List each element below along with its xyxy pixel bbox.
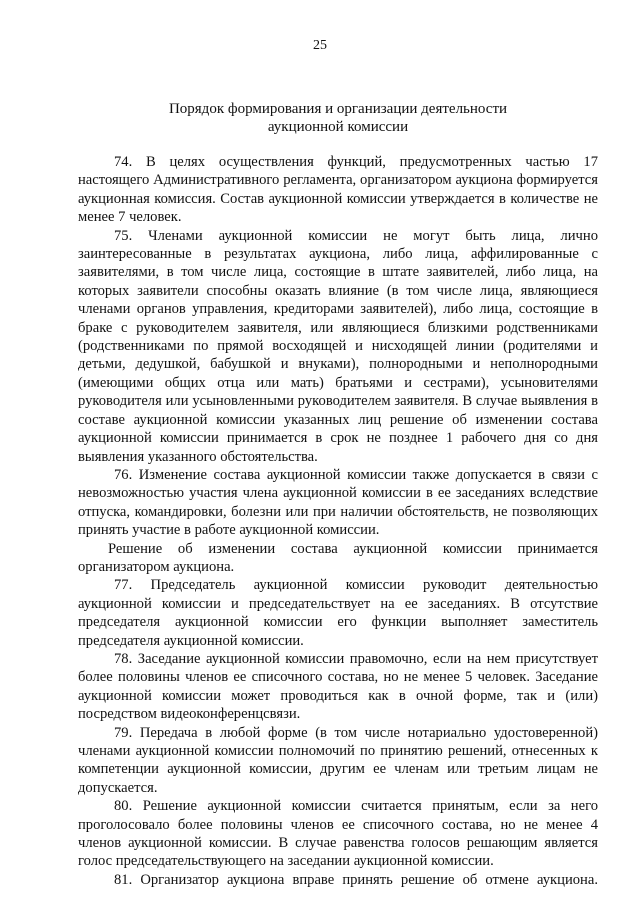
paragraph-76-decision: Решение об изменении состава аукционной комиссии принимается организатором аукциона. [78,540,598,575]
paragraph-75: 75. Членами аукционной комиссии не могут быть лица, лично заинтересованные в результатах аукциона, либо лица, аффилированные с заявителями, в том числе лица, состоящие в штате заявителей, либо лица, на которых заявители способны оказать влияние (в том числе лица, являющиеся членами органов управления, кредиторами заявителей), либо лица, состоящие в браке с руководителем заявителя, или являющиеся близкими родственниками (родственниками по прямой восходящей и нисходящей линии (родителями и детьми, дедушкой, бабушкой и внуками), полнородными и неполнородными (имеющими общих отца или мать) братьями и сестрами), усыновителями руководителя или усыновленными руководителем заявителя. В случае выявления в составе аукционной комиссии указанных лиц решение об изменении состава аукционной комиссии принимается в срок не позднее 1 рабочего дня со дня выявления указанного обстоятельства. [78,227,598,465]
section-heading-line-2: аукционной комиссии [267,119,409,135]
paragraph-77: 77. Председатель аукционной комиссии руководит деятельностью аукционной комиссии и председательствует на ее заседаниях. В отсутствие председателя аукционной комиссии его функции выполняет заместитель председателя аукционной комиссии. [78,577,598,649]
page-number: 25 [313,38,327,53]
paragraph-81: 81. Организатор аукциона вправе принять решение об отмене аукциона. [114,871,598,888]
paragraph-79: 79. Передача в любой форме (в том числе нотариально удостоверенной) членами аукционной комиссии полномочий по принятию решений, отнесенных к компетенции аукционной комиссии, другим ее членам или третьим лицам не допускается. [78,724,598,796]
section-heading [78,100,598,136]
paragraph-76: 76. Изменение состава аукционной комиссии также допускается в связи с невозможностью участия члена аукционной комиссии в ее заседаниях вследствие отпуска, командировки, болезни или при наличии обстоятельств, не позволяющих принять участие в работе аукционной комиссии. [78,466,598,539]
section-heading-line-1: Порядок формирования и организации деятельности [168,101,508,117]
paragraph-74: 74. В целях осуществления функций, предусмотренных частью 17 настоящего Административного регламента, организатором аукциона формируется аукционная комиссия. Состав аукционной комиссии утверждается в количестве не менее 7 человек. [78,154,598,226]
document-body [78,153,598,889]
paragraph-78: 78. Заседание аукционной комиссии правомочно, если на нем присутствует более половины членов ее списочного состава, но не менее 5 человек. Заседание аукционной комиссии может проводиться как в очной форме, так и (или) посредством видеоконференцсвязи. [78,650,598,723]
paragraph-80: 80. Решение аукционной комиссии считается принятым, если за него проголосовало более половины членов ее списочного состава, но не менее 4 членов аукционной комиссии. В случае равенства голосов решающим является голос председательствующего на заседании аукционной комиссии. [78,798,598,870]
